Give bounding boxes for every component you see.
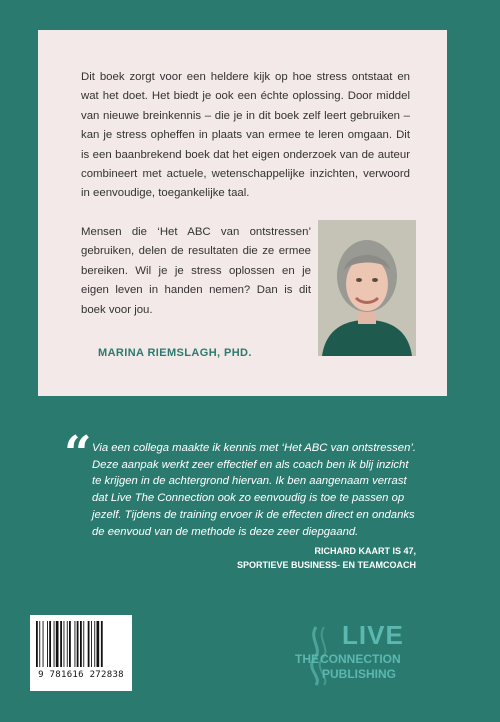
publisher-publishing: PUBLISHING bbox=[322, 667, 397, 681]
author-portrait-icon bbox=[318, 220, 416, 356]
isbn-number: 9 781616 272838 bbox=[38, 670, 124, 680]
quote-mark-icon: “ bbox=[64, 426, 92, 482]
publisher-the: THE bbox=[295, 652, 319, 666]
publisher-live: LIVE bbox=[342, 620, 404, 650]
blurb-panel bbox=[38, 30, 447, 396]
attribution-line-2: SPORTIEVE BUSINESS- EN TEAMCOACH bbox=[236, 560, 416, 570]
blurb-main-text: Dit boek zorgt voor een heldere kijk op hoe stress ontstaat en wat het doet. Het biedt je ook een échte oplossing. Door middel van nieuwe breinkennis – die je in dit boek zelf leert gebruiken – kan je stress opheffen in plaats van ermee te leren omgaan. Dit is een baanbrekend boek dat het eigen onderzoek van de auteur combineert met actuele, wetenschappelijke inzichten, verwoord in eenvoudige, toegankelijke taal. bbox=[81, 71, 410, 200]
publisher-connection: CONNECTION bbox=[320, 652, 401, 666]
author-photo bbox=[318, 220, 416, 356]
attribution-line-1: RICHARD KAART IS 47, bbox=[314, 546, 416, 556]
author-name: MARINA RIEMSLAGH, PHD. bbox=[98, 347, 252, 359]
testimonial-attribution bbox=[237, 544, 416, 572]
testimonial-quote: Via een collega maakte ik kennis met ‘Het ABC van ontstressen’. Deze aanpak werkt zeer effectief en als coach ben ik blij inzicht te krijgen in de achtergrond hiervan. Ik ben aangenaam verrast dat Live The Connection ook zo eenvoudig is toe te passen op jezelf. Tijdens de training ervoer ik de effecten direct en ondanks de eenvoud van de methode is deze zeer diepgaand. bbox=[92, 442, 417, 538]
blurb-side-text: Mensen die ‘Het ABC van ontstressen’ gebruiken, delen de resultaten die ze ermee bereiken. Wil je je stress oplossen en je eigen leven in handen nemen? Dan is dit boek voor jou. bbox=[81, 226, 311, 316]
